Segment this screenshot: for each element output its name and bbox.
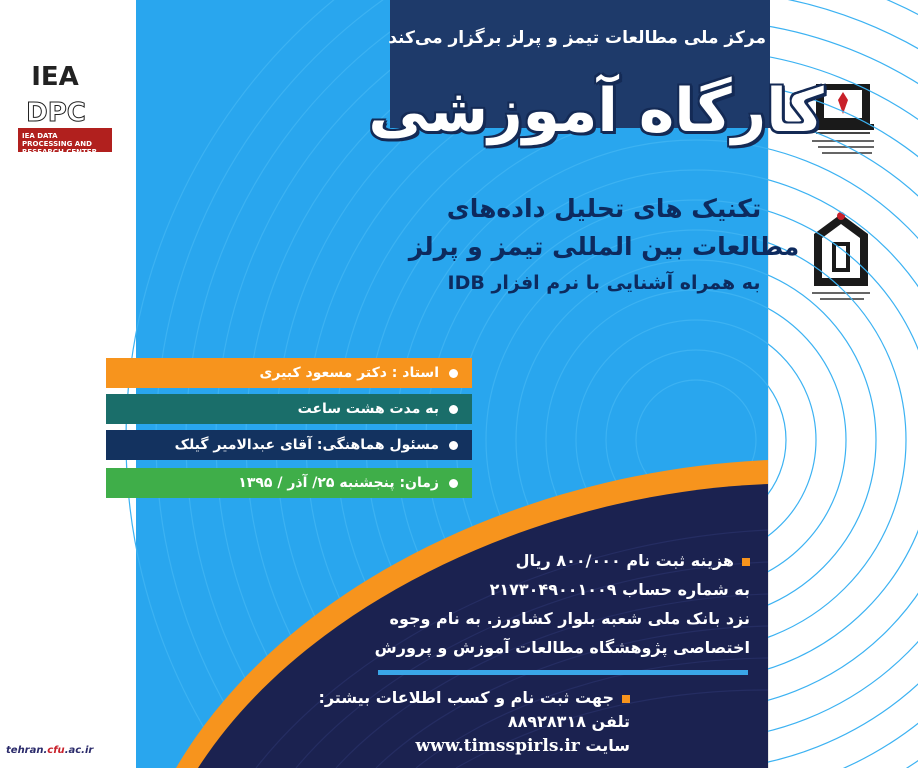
contact-heading: جهت ثبت نام و کسب اطلاعات بیشتر: [318,688,614,707]
time-bar [106,468,472,498]
watermark-highlight: cfu [47,744,65,756]
subtitle-line-3: به همراه آشنایی با نرم افزار IDB [447,272,761,294]
duration-text: به مدت هشت ساعت [297,401,439,417]
site-line [290,734,630,758]
dpc-logo-text: DPC [26,98,86,128]
bank-line: نزد بانک ملی شعبه بلوار کشاورز. به نام وجوه [389,609,750,628]
workshop-title: کارگاه آموزشی [368,76,824,146]
dpc-logo-band: IEA DATA PROCESSING AND RESEARCH CENTER [18,128,112,152]
contact-info [290,686,630,758]
iea-logo-text: IEA [31,62,79,92]
subtitle-line-2: مطالعات بین المللی تیمز و پرلز [408,232,800,261]
square-bullet-icon [622,695,630,703]
account-line: به شماره حساب ۲۱۷۳۰۴۹۰۰۱۰۰۹ [489,580,750,599]
watermark-suffix: .ac.ir [64,744,94,756]
bullet-icon [449,479,458,488]
bullet-icon [449,441,458,450]
recipient-line: اختصاصی پژوهشگاه مطالعات آموزش و پرورش [374,638,750,657]
instructor-bar [106,358,472,388]
section-divider [378,670,748,675]
organizer-line: مرکز ملی مطالعات تیمز و پرلز برگزار می‌کند [388,28,766,48]
duration-bar [106,394,472,424]
phone-line: تلفن ۸۸۹۲۸۳۱۸ [507,712,630,731]
subtitle-line-1: تکنیک های تحلیل داده‌های [446,194,762,223]
bullet-icon [449,405,458,414]
instructor-text: استاد : دکتر مسعود کبیری [259,365,439,381]
registration-details [246,546,750,662]
site-label: سایت [585,736,630,755]
coordinator-text: مسئول هماهنگی: آقای عبدالامیر گیلک [174,437,439,453]
square-bullet-icon [742,558,750,566]
watermark-prefix: tehran. [6,744,48,756]
bullet-icon [449,369,458,378]
fee-line [246,546,750,575]
time-text: زمان: پنجشنبه ۲۵/ آذر / ۱۳۹۵ [238,475,439,491]
site-watermark [0,740,100,760]
fee-text: هزینه ثبت نام ۸۰۰/۰۰۰ ریال [515,551,734,570]
contact-heading-line [290,686,630,710]
coordinator-bar [106,430,472,460]
site-url-link[interactable]: www.timsspirls.ir [415,736,580,756]
